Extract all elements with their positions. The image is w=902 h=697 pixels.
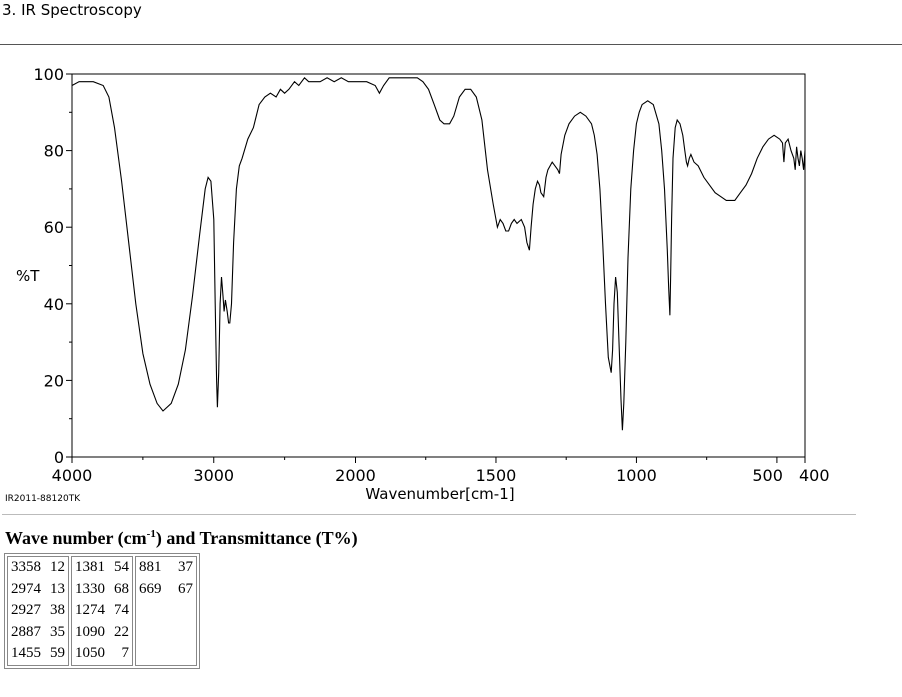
table-title-suffix: ) and Transmittance (T%) (155, 528, 358, 548)
peak-transmittance: 37 (178, 559, 193, 575)
top-divider (0, 44, 902, 45)
peak-transmittance: 12 (50, 559, 65, 575)
plot-frame (72, 74, 805, 457)
ir-spectrum-chart (0, 60, 902, 510)
peak-transmittance: 67 (178, 580, 193, 597)
peak-transmittance: 7 (121, 645, 129, 661)
peak-wavenumber: 1090 (75, 623, 105, 640)
peak-transmittance: 68 (114, 580, 129, 597)
y-axis (33, 65, 72, 467)
peak-entry (11, 579, 65, 601)
peak-wavenumber: 2974 (11, 580, 41, 597)
peak-entry (75, 579, 129, 601)
peak-wavenumber: 881 (139, 559, 162, 575)
table-title-prefix: Wave number (cm (5, 528, 147, 548)
peak-transmittance: 38 (50, 602, 65, 618)
spectrum-series-line (72, 78, 805, 430)
peak-table-column (7, 556, 69, 666)
y-tick-label: 60 (43, 218, 64, 238)
peak-transmittance: 13 (50, 580, 65, 597)
peak-entry (11, 600, 65, 622)
y-tick-label: 100 (33, 65, 64, 84)
peak-wavenumber: 1050 (75, 645, 105, 661)
table-title-superscript: -1 (146, 528, 156, 540)
peak-entry (75, 557, 129, 579)
peak-table-body (7, 556, 197, 666)
peak-entry (75, 643, 129, 665)
y-axis-label: %T (16, 267, 40, 285)
peak-transmittance: 74 (114, 602, 129, 618)
peak-wavenumber: 2887 (11, 623, 41, 640)
peak-table (4, 553, 200, 669)
peak-wavenumber: 1330 (75, 580, 105, 597)
peak-transmittance: 54 (114, 559, 129, 575)
page-heading: 3. IR Spectroscopy (2, 1, 142, 19)
x-tick-label: 500 (752, 466, 783, 485)
spectrum-id-label: IR2011-88120TK (5, 494, 81, 504)
section-divider (2, 514, 856, 515)
y-tick-label: 0 (53, 448, 64, 467)
x-tick-label: 1500 (475, 466, 517, 485)
peak-entry (11, 557, 65, 579)
peak-wavenumber: 3358 (11, 559, 41, 575)
peak-entry (75, 622, 129, 644)
y-tick-label: 80 (43, 141, 64, 161)
x-tick-label: 400 (799, 466, 830, 485)
y-tick-label: 40 (43, 294, 64, 314)
plot-border (72, 74, 805, 457)
peak-wavenumber: 669 (139, 580, 162, 597)
peak-table-column (71, 556, 133, 666)
peak-wavenumber: 1274 (75, 602, 105, 618)
peak-entry (11, 643, 65, 665)
peak-table-title (5, 528, 358, 549)
peak-entry (75, 600, 129, 622)
peak-table-column (135, 556, 197, 666)
x-tick-label: 3000 (193, 466, 235, 485)
peak-transmittance: 59 (50, 645, 65, 661)
peak-transmittance: 22 (114, 623, 129, 640)
x-tick-label: 2000 (335, 466, 376, 485)
peak-wavenumber: 1455 (11, 645, 41, 661)
peak-entry (11, 622, 65, 644)
x-tick-label: 1000 (616, 466, 657, 485)
x-tick-label: 4000 (51, 466, 93, 485)
x-axis (52, 457, 830, 485)
peak-entry (139, 579, 193, 601)
peak-transmittance: 35 (50, 623, 65, 640)
x-axis-label: Wavenumber[cm-1] (365, 485, 515, 503)
y-tick-label: 20 (43, 371, 64, 391)
peak-wavenumber: 2927 (11, 602, 41, 618)
peak-entry (139, 557, 193, 579)
peak-wavenumber: 1381 (75, 559, 105, 575)
